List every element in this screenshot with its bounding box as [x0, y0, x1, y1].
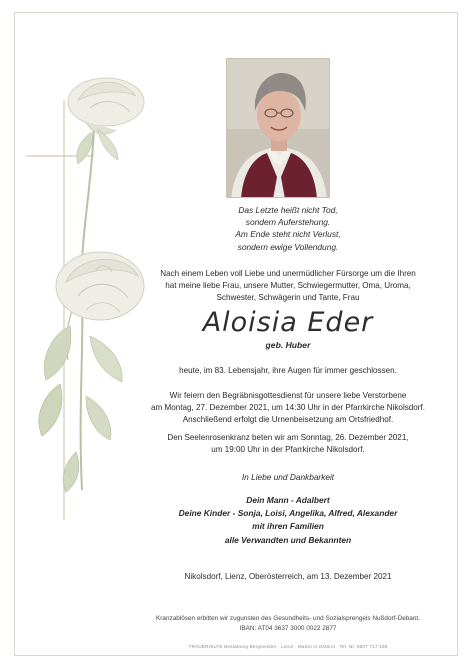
maiden-name: geb. Huber	[265, 340, 311, 350]
funeral-line: Anschließend erfolgt die Urnenbeisetzung am Ortsfriedhof.	[182, 414, 394, 424]
quote-line: Das Letzte heißt nicht Tod,	[238, 205, 338, 215]
intro-line: Schwester, Schwägerin und Tante, Frau	[216, 292, 360, 302]
memorial-quote	[120, 204, 456, 253]
funeral-info	[120, 390, 456, 425]
portrait-image	[227, 59, 330, 198]
top-rose	[68, 78, 144, 134]
family-line: mit ihren Familien	[252, 521, 324, 532]
quote-line: Am Ende steht nicht Verlust,	[235, 229, 341, 240]
rosary-line: Den Seelenrosenkranz beten wir am Sonntag, 26. Dezember 2021,	[167, 433, 409, 442]
quote-line: sondern Auferstehung.	[245, 217, 331, 228]
rosary-info	[120, 432, 456, 456]
footer-line: Kranzablösen erbitten wir zugunsten des Gesundheits- und Sozialsprengels Nußdorf-Debant.	[156, 615, 420, 622]
place-date: Nikolsdorf, Lienz, Oberösterreich, am 13. Dezember 2021	[184, 572, 392, 581]
donation-footer	[120, 614, 456, 634]
family-line: alle Verwandten und Bekannten	[224, 534, 352, 545]
death-notice: heute, im 83. Lebensjahr, ihre Augen für immer geschlossen.	[179, 366, 397, 375]
intro-text	[120, 268, 456, 303]
quote-line: sondern ewige Vollendung.	[237, 241, 339, 252]
intro-line: hat meine liebe Frau, unsere Mutter, Schwiegermutter, Oma, Uroma,	[165, 280, 411, 290]
loving-memory: In Liebe und Dankbarkeit	[241, 472, 335, 482]
funeral-line: Wir feiern den Begräbnisgottesdienst für unsere liebe Verstorbene	[169, 391, 407, 400]
family-line: Deine Kinder - Sonja, Loisi, Angelika, Alfred, Alexander	[178, 508, 398, 519]
funeral-line: am Montag, 27. Dezember 2021, um 14:30 Uhr in der Pfarrkirche Nikolsdorf.	[151, 402, 425, 412]
iban-line: IBAN: AT04 3637 3000 0022 2877	[239, 625, 337, 633]
family-list	[120, 494, 456, 547]
intro-line: Nach einem Leben voll Liebe und unermüdlicher Fürsorge um die Ihren	[160, 269, 416, 278]
rosary-line: um 19:00 Uhr in der Pfarrkirche Nikolsdorf.	[211, 444, 365, 454]
portrait-photo	[226, 58, 330, 198]
undertaker-info: TRAUERHILFE Bestattung Bergmeister · Lienz · Matrei in Osttirol · Tel. Nr. 0507 717 100	[188, 644, 388, 649]
deceased-name: Aloisia Eder	[202, 307, 374, 338]
family-line: Dein Mann - Adalbert	[246, 495, 330, 505]
